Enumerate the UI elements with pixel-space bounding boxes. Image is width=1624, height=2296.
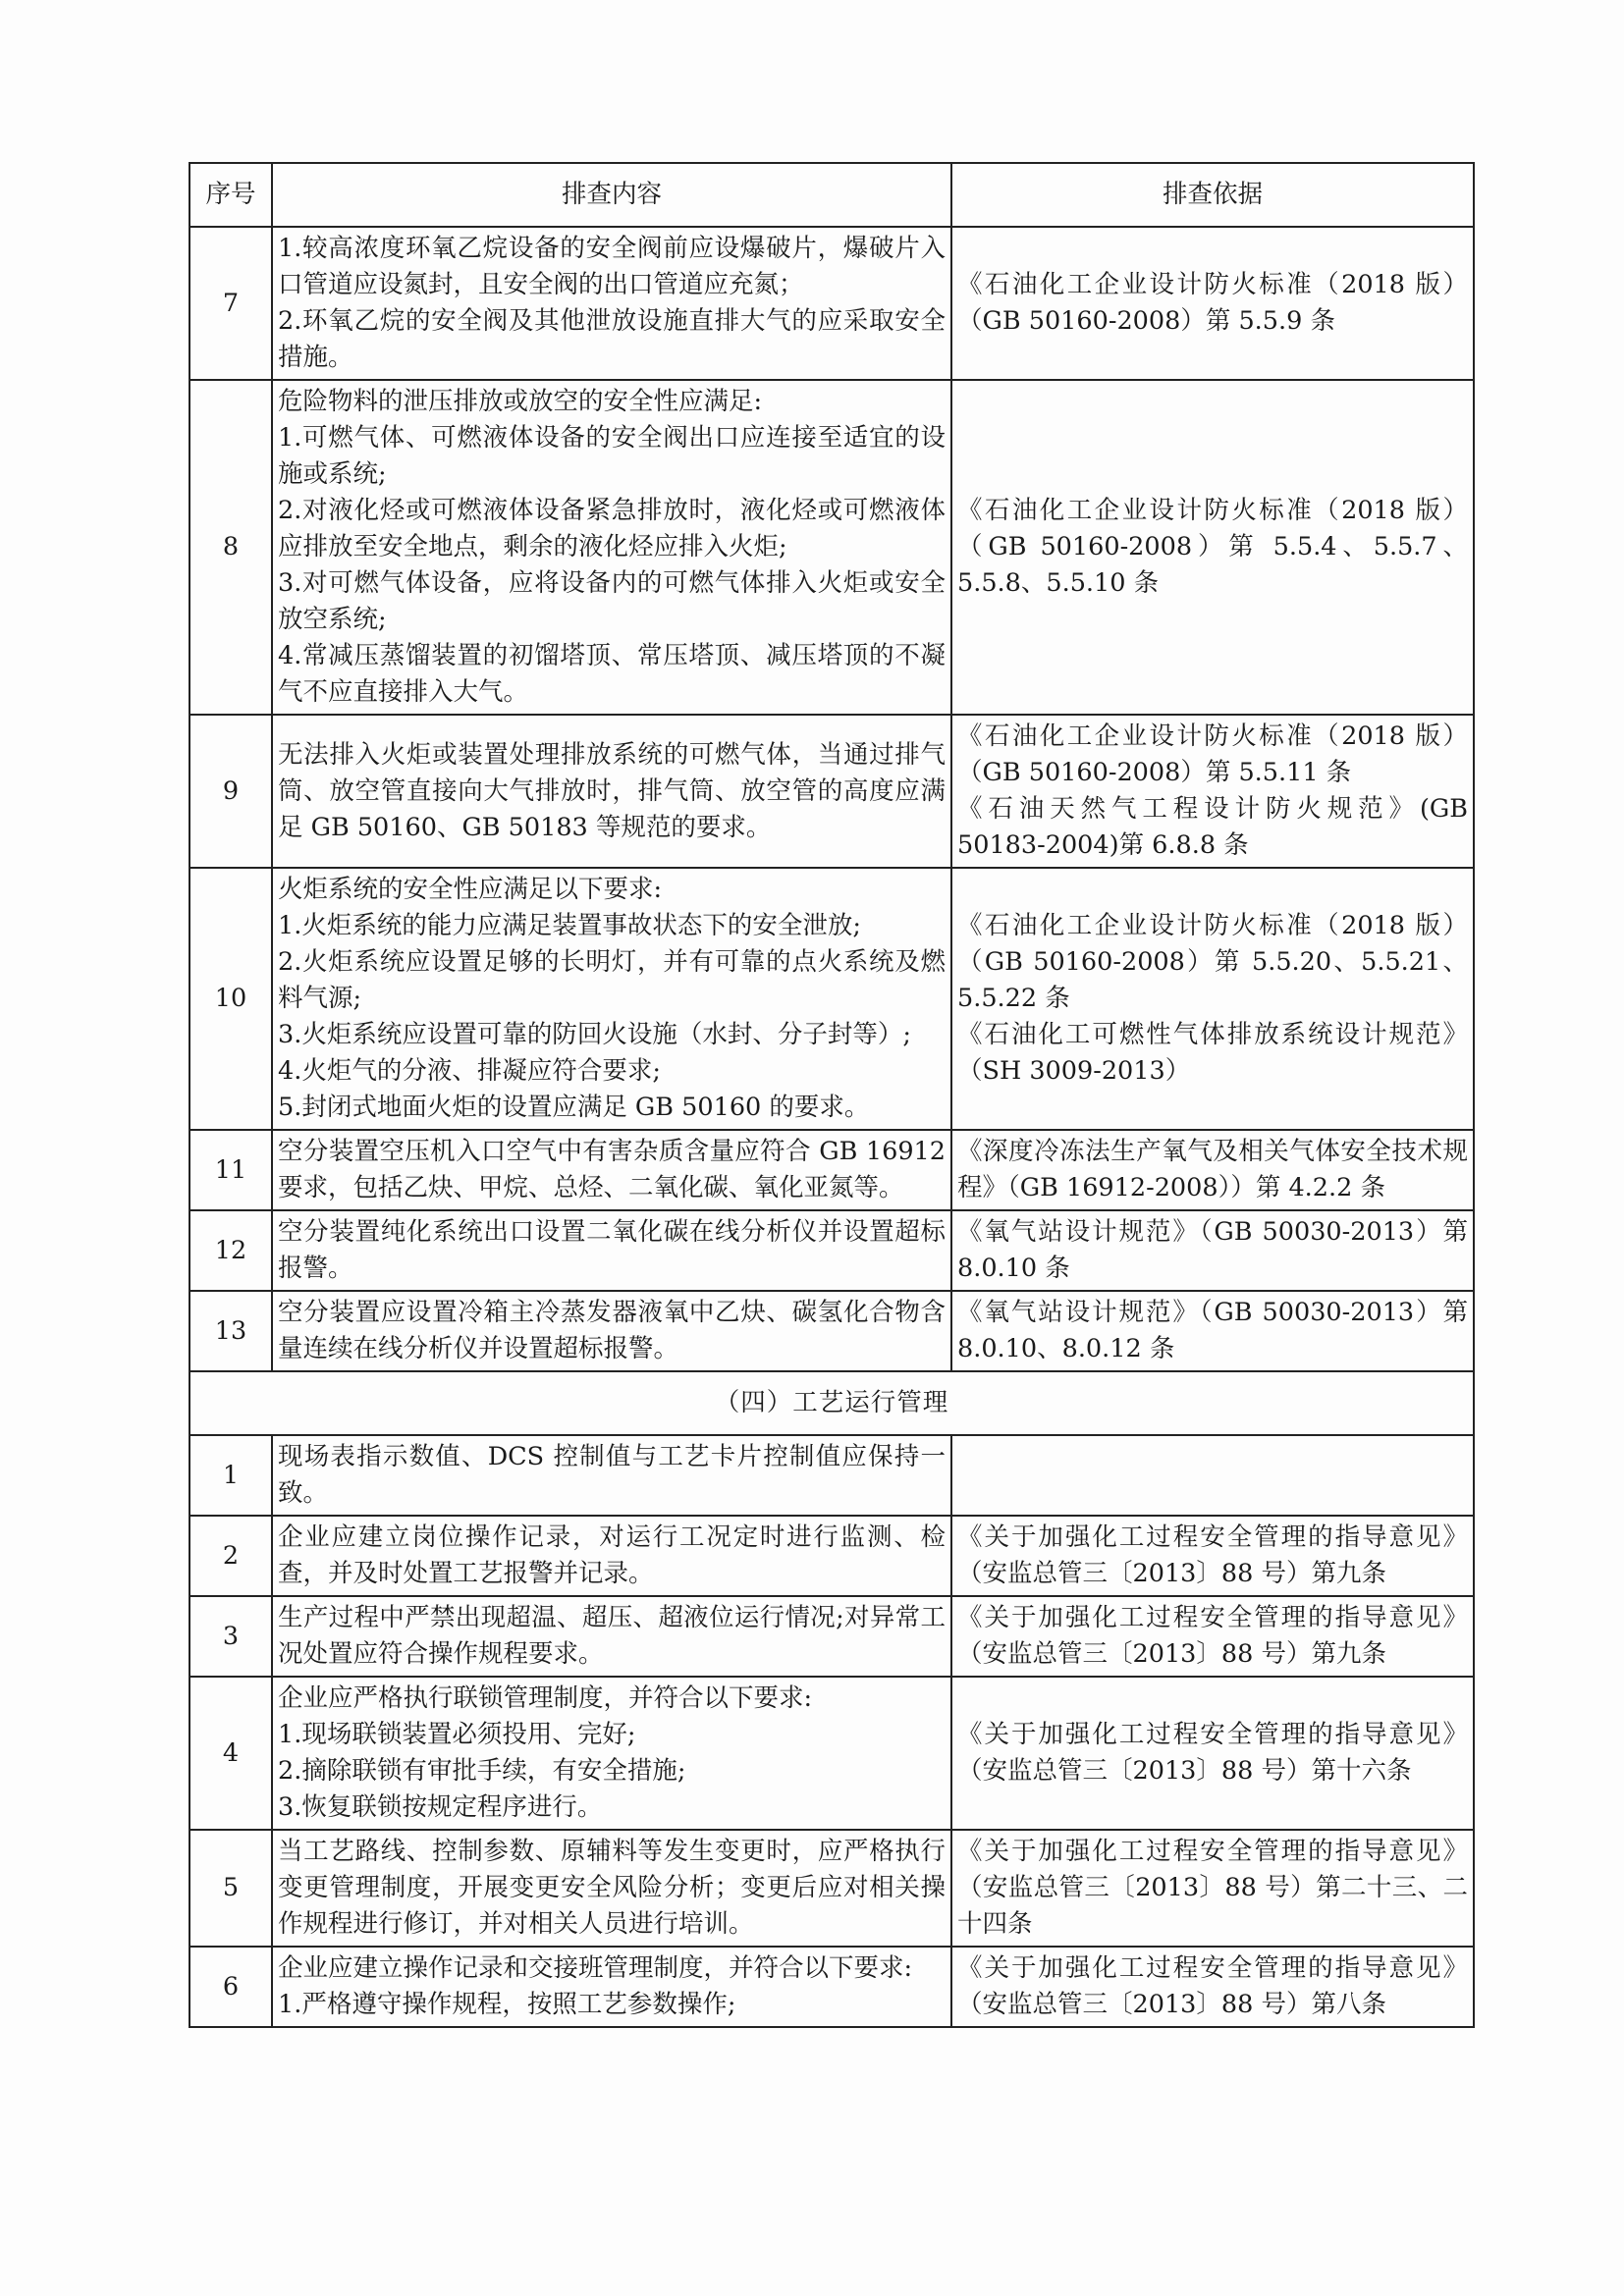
content-line: 生产过程中严禁出现超温、超压、超液位运行情况;对异常工况处置应符合操作规程要求。 [278, 1603, 946, 1669]
basis-line: 《石油化工企业设计防火标准（2018 版）（GB 50160-2008）第 5.5.11 条 [957, 721, 1468, 787]
content-line: 2.摘除联锁有审批手续，有安全措施; [278, 1756, 686, 1786]
row-content [272, 868, 951, 1130]
row-number: 7 [189, 227, 272, 380]
content-line: 1.可燃气体、可燃液体设备的安全阀出口应连接至适宜的设施或系统; [278, 423, 946, 489]
table-row [189, 868, 1474, 1130]
row-basis [951, 1947, 1474, 2027]
row-number: 2 [189, 1516, 272, 1596]
table-row [189, 1516, 1474, 1596]
inspection-table [189, 162, 1475, 2028]
row-basis [951, 1516, 1474, 1596]
row-number: 8 [189, 380, 272, 715]
content-line: 企业应建立岗位操作记录，对运行工况定时进行监测、检查，并及时处置工艺报警并记录。 [278, 1522, 946, 1588]
row-content [272, 1596, 951, 1677]
content-line: 4.火炬气的分液、排凝应符合要求; [278, 1056, 661, 1086]
basis-line: 《石油化工企业设计防火标准（2018 版）（GB 50160-2008）第 5.5.9 条 [957, 270, 1468, 336]
row-number: 10 [189, 868, 272, 1130]
basis-line: 《关于加强化工过程安全管理的指导意见》（安监总管三〔2013〕88 号）第十六条 [957, 1720, 1468, 1786]
content-line: 现场表指示数值、DCS 控制值与工艺卡片控制值应保持一致。 [278, 1442, 946, 1508]
row-basis [951, 1435, 1474, 1516]
content-line: 4.常减压蒸馏装置的初馏塔顶、常压塔顶、减压塔顶的不凝气不应直接排入大气。 [278, 641, 946, 707]
table-row [189, 1210, 1474, 1291]
row-number: 3 [189, 1596, 272, 1677]
table-row [189, 1130, 1474, 1210]
row-content [272, 227, 951, 380]
header-basis: 排查依据 [951, 163, 1474, 227]
row-content [272, 1291, 951, 1371]
row-content [272, 715, 951, 868]
basis-line: 《石油天然气工程设计防火规范》(GB 50183-2004)第 6.8.8 条 [957, 794, 1468, 860]
row-basis [951, 868, 1474, 1130]
content-line: 1.严格遵守操作规程，按照工艺参数操作; [278, 1990, 736, 2019]
basis-line: 《关于加强化工过程安全管理的指导意见》（安监总管三〔2013〕88 号）第九条 [957, 1522, 1468, 1588]
row-content [272, 1130, 951, 1210]
basis-line: 《氧气站设计规范》（GB 50030-2013）第 8.0.10、8.0.12 条 [957, 1298, 1468, 1363]
table-row [189, 1435, 1474, 1516]
row-number: 5 [189, 1830, 272, 1947]
basis-line: 《石油化工企业设计防火标准（2018 版）（GB 50160-2008）第 5.5.20、5.5.21、5.5.22 条 [957, 911, 1468, 1013]
content-line: 火炬系统的安全性应满足以下要求: [278, 875, 663, 904]
basis-line: 《关于加强化工过程安全管理的指导意见》（安监总管三〔2013〕88 号）第九条 [957, 1603, 1468, 1669]
row-basis [951, 1596, 1474, 1677]
section-row [189, 1371, 1474, 1435]
row-content [272, 1435, 951, 1516]
table-row [189, 380, 1474, 715]
basis-line: 《深度冷冻法生产氧气及相关气体安全技术规程》（GB 16912-2008））第 4.2.2 条 [957, 1137, 1468, 1202]
row-content [272, 1677, 951, 1830]
content-line: 5.封闭式地面火炬的设置应满足 GB 50160 的要求。 [278, 1093, 870, 1122]
content-line: 企业应严格执行联锁管理制度，并符合以下要求: [278, 1683, 813, 1713]
row-number: 12 [189, 1210, 272, 1291]
content-line: 2.环氧乙烷的安全阀及其他泄放设施直排大气的应采取安全措施。 [278, 306, 946, 372]
table-row [189, 1596, 1474, 1677]
table-section [189, 1371, 1474, 1435]
row-basis [951, 227, 1474, 380]
basis-line: 《关于加强化工过程安全管理的指导意见》（安监总管三〔2013〕88 号）第八条 [957, 1953, 1468, 2019]
content-line: 1.火炬系统的能力应满足装置事故状态下的安全泄放; [278, 911, 861, 940]
table-row [189, 715, 1474, 868]
row-basis [951, 1677, 1474, 1830]
header-content: 排查内容 [272, 163, 951, 227]
row-number: 11 [189, 1130, 272, 1210]
row-basis [951, 1130, 1474, 1210]
row-basis [951, 1291, 1474, 1371]
row-basis [951, 715, 1474, 868]
content-line: 3.恢复联锁按规定程序进行。 [278, 1792, 603, 1822]
table-body-part-1 [189, 227, 1474, 1371]
row-number: 13 [189, 1291, 272, 1371]
basis-line: 《石油化工企业设计防火标准（2018 版）（GB 50160-2008）第 5.5.4、5.5.7、5.5.8、5.5.10 条 [957, 496, 1468, 598]
table-row [189, 1947, 1474, 2027]
row-number: 4 [189, 1677, 272, 1830]
content-line: 空分装置纯化系统出口设置二氧化碳在线分析仪并设置超标报警。 [278, 1217, 946, 1283]
content-line: 危险物料的泄压排放或放空的安全性应满足: [278, 387, 763, 416]
content-line: 空分装置空压机入口空气中有害杂质含量应符合 GB 16912 要求，包括乙炔、甲烷、总烃、二氧化碳、氧化亚氮等。 [278, 1137, 946, 1202]
basis-line: 《氧气站设计规范》（GB 50030-2013）第 8.0.10 条 [957, 1217, 1468, 1283]
table-row [189, 1830, 1474, 1947]
content-line: 3.对可燃气体设备，应将设备内的可燃气体排入火炬或安全放空系统; [278, 568, 946, 634]
content-line: 2.火炬系统应设置足够的长明灯，并有可靠的点火系统及燃料气源; [278, 947, 946, 1013]
row-number: 9 [189, 715, 272, 868]
row-number: 1 [189, 1435, 272, 1516]
content-line: 1.较高浓度环氧乙烷设备的安全阀前应设爆破片，爆破片入口管道应设氮封，且安全阀的出口管道应充氮； [278, 234, 946, 299]
table-row [189, 227, 1474, 380]
row-content [272, 1947, 951, 2027]
row-content [272, 1516, 951, 1596]
section-title: （四）工艺运行管理 [189, 1371, 1474, 1435]
row-basis [951, 1830, 1474, 1947]
content-line: 企业应建立操作记录和交接班管理制度，并符合以下要求: [278, 1953, 913, 1983]
header-no: 序号 [189, 163, 272, 227]
content-line: 空分装置应设置冷箱主冷蒸发器液氧中乙炔、碳氢化合物含量连续在线分析仪并设置超标报警。 [278, 1298, 946, 1363]
row-content [272, 1210, 951, 1291]
content-line: 1.现场联锁装置必须投用、完好; [278, 1720, 636, 1749]
table-header-row [189, 163, 1474, 227]
row-basis [951, 380, 1474, 715]
table-row [189, 1677, 1474, 1830]
basis-line: 《关于加强化工过程安全管理的指导意见》（安监总管三〔2013〕88 号）第二十三、二十四条 [957, 1837, 1468, 1939]
row-content [272, 380, 951, 715]
row-content [272, 1830, 951, 1947]
basis-line: 《石油化工可燃性气体排放系统设计规范》（SH 3009-2013） [957, 1020, 1468, 1086]
content-line: 当工艺路线、控制参数、原辅料等发生变更时，应严格执行变更管理制度，开展变更安全风险分析；变更后应对相关操作规程进行修订，并对相关人员进行培训。 [278, 1837, 946, 1939]
content-line: 2.对液化烃或可燃液体设备紧急排放时，液化烃或可燃液体应排放至安全地点，剩余的液化烃应排入火炬; [278, 496, 946, 561]
table-row [189, 1291, 1474, 1371]
content-line: 3.火炬系统应设置可靠的防回火设施（水封、分子封等）; [278, 1020, 911, 1049]
row-basis [951, 1210, 1474, 1291]
row-number: 6 [189, 1947, 272, 2027]
table-body-part-2 [189, 1435, 1474, 2027]
content-line: 无法排入火炬或装置处理排放系统的可燃气体，当通过排气筒、放空管直接向大气排放时，排气筒、放空管的高度应满足 GB 50160、GB 50183 等规范的要求。 [278, 739, 946, 842]
